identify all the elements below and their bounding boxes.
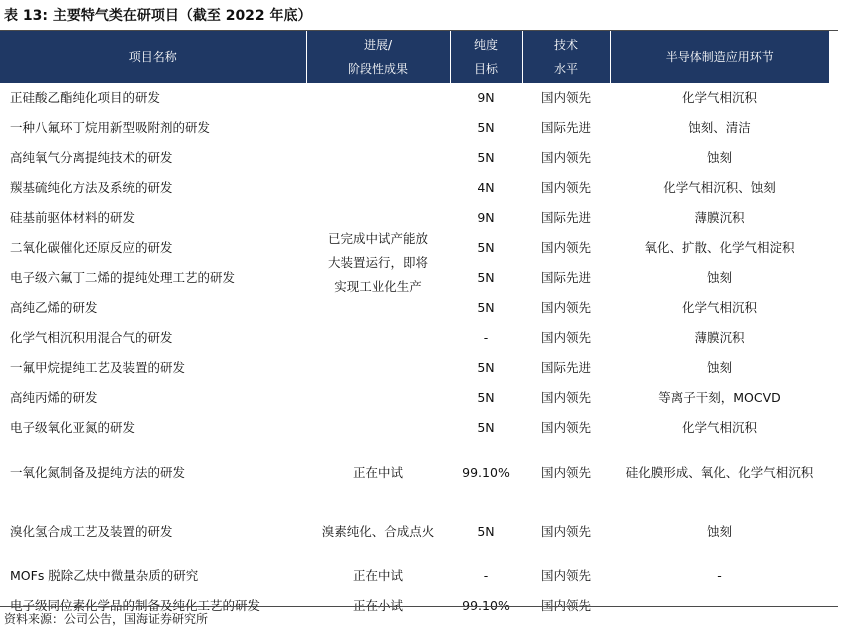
table-row xyxy=(0,443,829,502)
cell-application: 等离子干刻，MOCVD xyxy=(658,390,781,405)
header-stage-line1: 进展/ xyxy=(363,38,393,52)
cell-stage: 正在中试 xyxy=(352,464,403,480)
cell-tech-level: 国内领先 xyxy=(540,150,591,165)
cell-project-name: 羰基硫纯化方法及系统的研发 xyxy=(10,180,173,195)
cell-purity: 5N xyxy=(477,390,495,405)
cell-tech-level: 国内领先 xyxy=(540,300,591,315)
cell-project-name: 电子级同位素化学品的制备及纯化工艺的研发 xyxy=(10,598,261,613)
cell-purity: - xyxy=(483,330,489,345)
cell-project-name: MOFs 脱除乙炔中微量杂质的研究 xyxy=(10,568,199,583)
cell-tech-level: 国内领先 xyxy=(540,330,591,345)
cell-purity: 5N xyxy=(477,120,495,135)
cell-application: 蚀刻、清洁 xyxy=(688,120,751,135)
cell-project-name: 电子级六氟丁二烯的提纯处理工艺的研发 xyxy=(10,270,236,285)
cell-application: 化学气相沉积 xyxy=(681,90,757,105)
cell-project-name: 高纯氧气分离提纯技术的研发 xyxy=(10,150,173,165)
cell-purity: - xyxy=(483,568,489,583)
cell-application: 化学气相沉积、蚀刻 xyxy=(663,180,776,195)
cell-tech-level: 国际先进 xyxy=(540,360,591,375)
header-application: 半导体制造应用环节 xyxy=(610,31,829,83)
cell-purity: 5N xyxy=(477,300,495,315)
header-stage-line2: 阶段性成果 xyxy=(347,62,408,76)
cell-application: 蚀刻 xyxy=(706,523,732,539)
cell-project-name: 一氧化氮制备及提纯方法的研发 xyxy=(10,464,186,480)
cell-project-name: 一种八氟环丁烷用新型吸附剂的研发 xyxy=(10,120,211,135)
cell-project-name: 正硅酸乙酯纯化项目的研发 xyxy=(10,90,161,105)
cell-tech-level: 国内领先 xyxy=(540,598,591,613)
cell-tech-level: 国内领先 xyxy=(540,523,591,539)
cell-purity: 5N xyxy=(477,270,495,285)
projects-table xyxy=(0,31,829,621)
source-note: 资料来源：公司公告，国海证券研究所 xyxy=(4,612,209,626)
cell-project-name: 高纯丙烯的研发 xyxy=(10,390,98,405)
cell-application: 薄膜沉积 xyxy=(694,330,745,345)
cell-purity: 5N xyxy=(477,360,495,375)
cell-purity: 9N xyxy=(477,210,495,225)
table-row xyxy=(0,561,829,591)
cell-purity: 5N xyxy=(477,240,495,255)
cell-project-name: 化学气相沉积用混合气的研发 xyxy=(10,330,173,345)
header-purity xyxy=(450,31,522,83)
cell-purity: 99.10% xyxy=(462,464,510,480)
cell-tech-level: 国内领先 xyxy=(540,240,591,255)
cell-tech-level: 国际先进 xyxy=(540,210,591,225)
cell-tech-level: 国内领先 xyxy=(540,568,591,583)
cell-purity: 5N xyxy=(477,523,495,539)
cell-stage: 溴素纯化、合成点火 xyxy=(321,523,435,539)
cell-application: - xyxy=(717,598,722,613)
header-tech-line2: 水平 xyxy=(553,62,578,76)
cell-project-name: 二氧化碳催化还原反应的研发 xyxy=(10,240,173,255)
header-project-name: 项目名称 xyxy=(0,31,306,83)
header-purity-line1: 纯度 xyxy=(473,38,498,52)
cell-project-name: 硅基前驱体材料的研发 xyxy=(10,210,136,225)
cell-application: - xyxy=(717,568,722,583)
cell-application: 蚀刻 xyxy=(706,150,732,165)
cell-purity: 5N xyxy=(477,150,495,165)
cell-project-name: 高纯乙烯的研发 xyxy=(10,300,98,315)
cell-application: 蚀刻 xyxy=(706,360,732,375)
cell-application: 化学气相沉积 xyxy=(681,420,757,435)
cell-tech-level: 国际先进 xyxy=(540,120,591,135)
table-row xyxy=(0,502,829,561)
cell-application: 薄膜沉积 xyxy=(694,210,745,225)
cell-application: 硅化膜形成、氧化、化学气相沉积 xyxy=(625,464,814,480)
cell-tech-level: 国内领先 xyxy=(540,420,591,435)
cell-purity: 5N xyxy=(477,420,495,435)
cell-project-name: 电子级氧化亚氮的研发 xyxy=(10,420,136,435)
cell-purity: 4N xyxy=(477,180,495,195)
header-tech-level xyxy=(522,31,610,83)
cell-tech-level: 国内领先 xyxy=(540,180,591,195)
cell-application: 蚀刻 xyxy=(706,270,732,285)
table-title: 表 13: 主要特气类在研项目（截至 2022 年底） xyxy=(4,8,312,24)
header-stage xyxy=(306,31,450,83)
header-purity-line2: 目标 xyxy=(473,62,498,76)
header-tech-line1: 技术 xyxy=(553,38,578,52)
cell-stage: 正在小试 xyxy=(352,598,403,613)
cell-stage: 正在中试 xyxy=(352,568,403,583)
cell-tech-level: 国内领先 xyxy=(540,464,591,480)
cell-application: 氧化、扩散、化学气相淀积 xyxy=(644,240,795,255)
cell-tech-level: 国内领先 xyxy=(540,390,591,405)
cell-application: 化学气相沉积 xyxy=(681,300,757,315)
cell-stage-group: 已完成中试产能放大装置运行，即将实现工业化生产 xyxy=(327,231,428,294)
source-divider xyxy=(0,606,838,607)
table-row xyxy=(0,83,829,113)
cell-project-name: 溴化氢合成工艺及装置的研发 xyxy=(10,523,173,539)
cell-tech-level: 国内领先 xyxy=(540,90,591,105)
cell-purity: 99.10% xyxy=(462,598,510,613)
cell-project-name: 一氟甲烷提纯工艺及装置的研发 xyxy=(10,360,186,375)
cell-purity: 9N xyxy=(477,90,495,105)
cell-tech-level: 国际先进 xyxy=(540,270,591,285)
table-header-row xyxy=(0,31,829,83)
